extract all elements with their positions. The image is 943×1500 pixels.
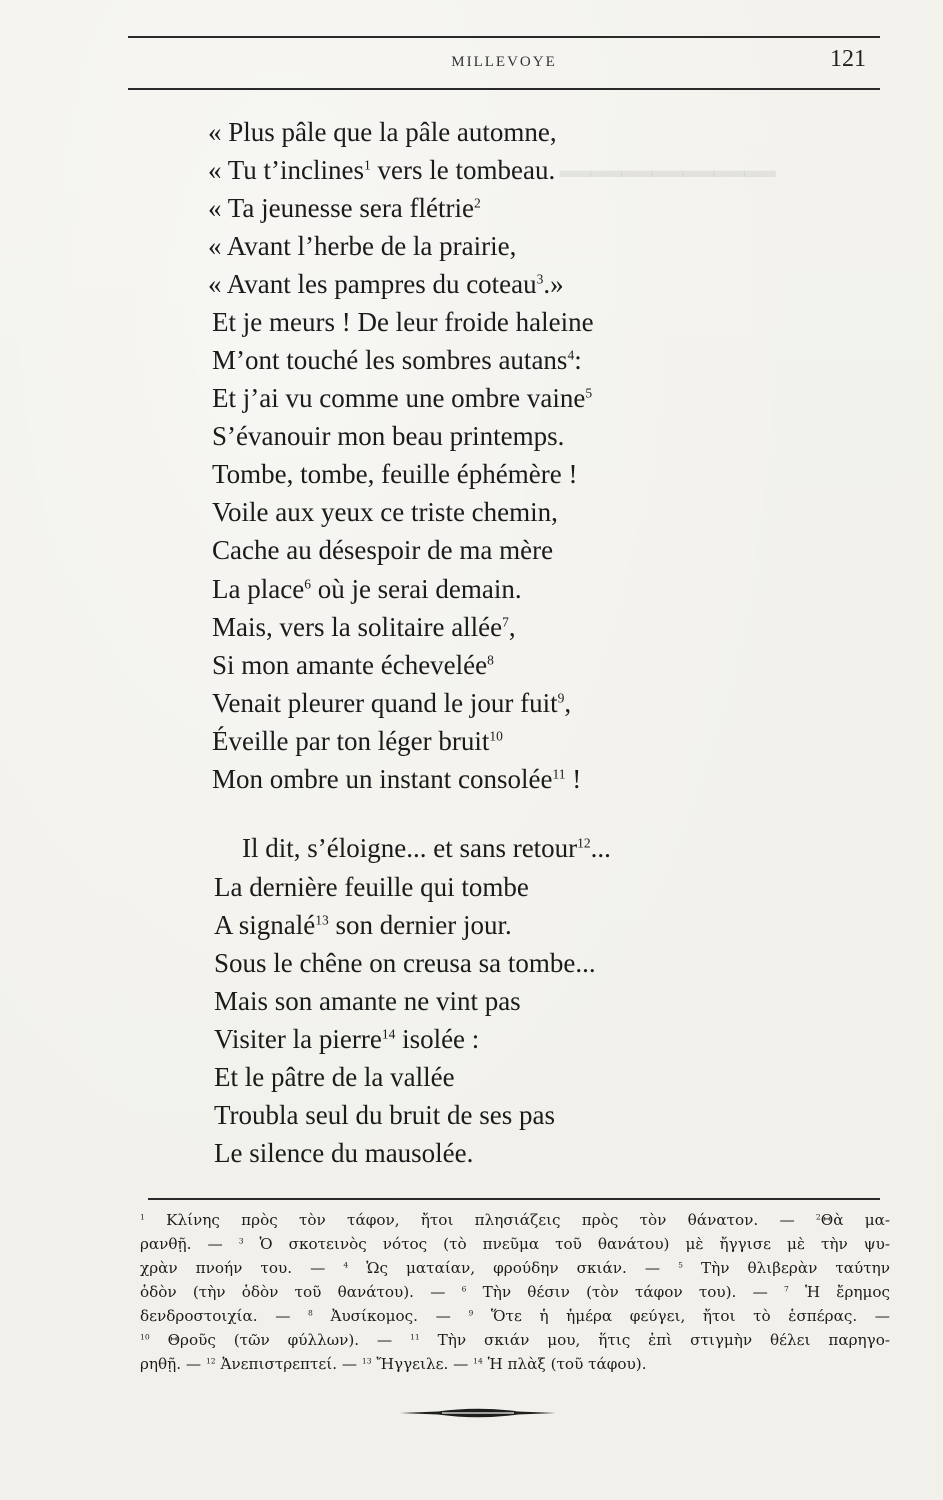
verse-text: A signalé	[214, 910, 316, 940]
verse-line	[214, 1058, 455, 1096]
footnote-number: 7	[783, 1284, 789, 1294]
verse-text-after: vers le tombeau.	[370, 155, 556, 185]
footnote-text: Ἡ πλὰξ (τοῦ τάφου).	[482, 1355, 647, 1373]
footnote-text: Ἡ ἔρημος	[788, 1283, 890, 1301]
verse-line	[214, 1020, 479, 1058]
footnote-text: Κλίνης πρὸς τὸν τάφον, ἤτοι πλησιάζεις πρὸς τὸν θάνατον. —	[144, 1211, 816, 1229]
footnote-text: ρηθῇ. —	[140, 1355, 206, 1373]
verse-text: Mon ombre un instant consolée	[212, 764, 553, 794]
page-header	[128, 44, 880, 80]
verse-text: « Plus pâle que la pâle automne,	[208, 117, 557, 147]
footnote-marker: 4	[567, 347, 575, 363]
verse-line	[212, 570, 522, 608]
verse-text: S’évanouir mon beau printemps.	[212, 421, 565, 451]
verse-text: Visiter la pierre	[214, 1024, 382, 1054]
footnote-text: ρανθῇ. —	[140, 1235, 239, 1253]
footnote-marker: 3	[536, 271, 544, 287]
footnote-text: χρὰν πνοήν του. —	[140, 1259, 344, 1277]
verse-text-after: :	[574, 345, 582, 375]
footnote-marker: 7	[502, 614, 509, 630]
footnote-number: 5	[678, 1260, 683, 1270]
verse-line	[214, 982, 521, 1020]
footnote-number: 12	[205, 1356, 216, 1366]
verse-line	[212, 341, 582, 379]
verse-text: Le silence du mausolée.	[214, 1138, 474, 1168]
footnotes-rule	[148, 1198, 880, 1200]
verse-text-after: son dernier jour.	[328, 910, 512, 940]
verse-line	[208, 189, 481, 227]
verse-line	[212, 379, 592, 417]
footnote-text: Ὁ σκοτεινὸς νότος (τὸ πνεῦμα τοῦ θανάτου) μὲ ἤγγισε μὲ τὴν ψυ-	[243, 1235, 890, 1253]
footnote-number: 3	[238, 1236, 244, 1246]
verse-text: Éveille par ton léger bruit	[212, 726, 490, 756]
footnote-marker: 11	[552, 766, 566, 782]
footnote-number: 2	[815, 1212, 821, 1222]
verse-text: « Tu t’inclines	[208, 155, 365, 185]
top-rule	[128, 36, 880, 38]
footnote-line	[140, 1256, 890, 1280]
footnote-text: Τὴν θέσιν (τὸν τάφον του). —	[466, 1283, 784, 1301]
verse-line	[212, 608, 516, 646]
verse-text-after: .»	[543, 269, 564, 299]
footnote-text: Τὴν σκιάν μου, ἥτις ἐπὶ στιγμὴν θέλει παρηγο-	[419, 1331, 890, 1349]
verse-text: La place	[212, 574, 305, 604]
verse-text: Troubla seul du bruit de ses pas	[214, 1100, 555, 1130]
footnote-text: Ὅτε ἡ ἡμέρα φεύγει, ἤτοι τὸ ἑσπέρας. —	[473, 1307, 890, 1325]
footnote-line	[140, 1304, 890, 1328]
verse-line	[212, 493, 558, 531]
footnote-text: ὁδὸν (τὴν ὁδὸν τοῦ θανάτου). —	[140, 1283, 462, 1301]
footnote-marker: 13	[315, 912, 329, 928]
footnote-text: Θροῦς (τῶν φύλλων). —	[149, 1331, 411, 1349]
footnote-text: δενδροστοιχία. —	[140, 1307, 309, 1325]
verse-line	[208, 113, 557, 151]
verse-text: « Ta jeunesse sera flétrie	[208, 193, 474, 223]
verse-text: Venait pleurer quand le jour fuit	[212, 688, 558, 718]
verse-line	[214, 944, 596, 982]
show-through-shadow: ▁▁▁▁▁▁▁	[560, 131, 776, 176]
verse-line	[212, 722, 503, 760]
footnote-number: 6	[461, 1284, 467, 1294]
footnote-number: 8	[308, 1308, 313, 1318]
verse-text: Si mon amante échevelée	[212, 650, 488, 680]
verse-text: Il dit, s’éloigne... et sans retour	[242, 833, 578, 863]
verse-text: Et je meurs ! De leur froide haleine	[212, 307, 594, 337]
footnote-text: Ὡς ματαίαν, φρούδην σκιάν. —	[348, 1259, 679, 1277]
verse-text: Cache au désespoir de ma mère	[212, 535, 554, 565]
verse-line	[208, 151, 555, 189]
verse-line	[212, 531, 553, 569]
verse-text: Et j’ai vu comme une ombre vaine	[212, 383, 586, 413]
verse-line	[214, 1134, 473, 1172]
verse-line	[212, 646, 494, 684]
verse-line	[212, 455, 577, 493]
footnote-number: 14	[473, 1356, 483, 1366]
verse-line	[214, 906, 512, 944]
footnote-marker: 12	[577, 835, 591, 851]
verse-text-after: isolée :	[395, 1024, 480, 1054]
footnote-number: 13	[361, 1356, 372, 1366]
footnote-marker: 6	[304, 576, 311, 592]
header-rule	[128, 88, 880, 90]
footnote-number: 10	[140, 1332, 150, 1342]
footnote-line	[140, 1328, 890, 1352]
running-head: MILLEVOYE	[451, 54, 557, 70]
verse-line	[214, 1096, 555, 1134]
footnote-marker: 9	[557, 690, 565, 706]
verse-line	[212, 684, 571, 722]
verse-line	[242, 829, 611, 867]
verse-line	[208, 265, 564, 303]
footnote-number: 4	[343, 1260, 349, 1270]
verse-text: Voile aux yeux ce triste chemin,	[212, 497, 558, 527]
verse-text: La dernière feuille qui tombe	[214, 872, 529, 902]
verse-text: Mais son amante ne vint pas	[214, 986, 521, 1016]
footnote-text: Ἤγγειλε. —	[371, 1355, 474, 1373]
verse-text: « Avant les pampres du coteau	[208, 269, 537, 299]
footnote-line	[140, 1232, 890, 1256]
tailpiece-ornament	[398, 1406, 558, 1420]
footnote-marker: 1	[364, 157, 371, 173]
footnote-text: Ἀυσίκομος. —	[312, 1307, 469, 1325]
verse-text: M’ont touché les sombres autans	[212, 345, 568, 375]
page-number: 121	[830, 46, 866, 72]
footnote-number: 9	[468, 1308, 474, 1318]
verse-text: Sous le chêne on creusa sa tombe...	[214, 948, 596, 978]
verse-text-after: où je serai demain.	[310, 574, 522, 604]
verse-text: Mais, vers la solitaire allée	[212, 612, 503, 642]
verse-text: Tombe, tombe, feuille éphémère !	[212, 459, 578, 489]
verse-line	[214, 868, 529, 906]
footnote-marker: 2	[474, 195, 481, 211]
verse-line	[212, 303, 594, 341]
footnote-number: 11	[410, 1332, 420, 1342]
verse-line	[212, 417, 564, 455]
footnote-text: Θὰ μα-	[820, 1211, 891, 1229]
footnote-text: Ἀνεπιστρεπτεί. —	[215, 1355, 362, 1373]
verse-text: Et le pâtre de la vallée	[214, 1062, 455, 1092]
verse-line	[208, 227, 516, 265]
footnote-marker: 14	[381, 1026, 396, 1042]
footnote-marker: 8	[487, 652, 494, 668]
verse-line	[212, 760, 581, 798]
verse-text: « Avant l’herbe de la prairie,	[208, 231, 517, 261]
footnote-number: 1	[140, 1212, 145, 1222]
footnote-text: Τὴν θλιβερὰν ταύτην	[682, 1259, 890, 1277]
footnote-line	[140, 1352, 890, 1376]
footnote-line	[140, 1280, 890, 1304]
verse-text-after: ,	[508, 612, 516, 642]
footnote-marker: 5	[585, 385, 593, 401]
verse-text-after: ...	[590, 833, 611, 863]
verse-text-after: ,	[564, 688, 572, 718]
footnote-marker: 10	[489, 728, 503, 744]
footnote-line	[140, 1208, 890, 1232]
verse-text-after: !	[565, 764, 582, 794]
